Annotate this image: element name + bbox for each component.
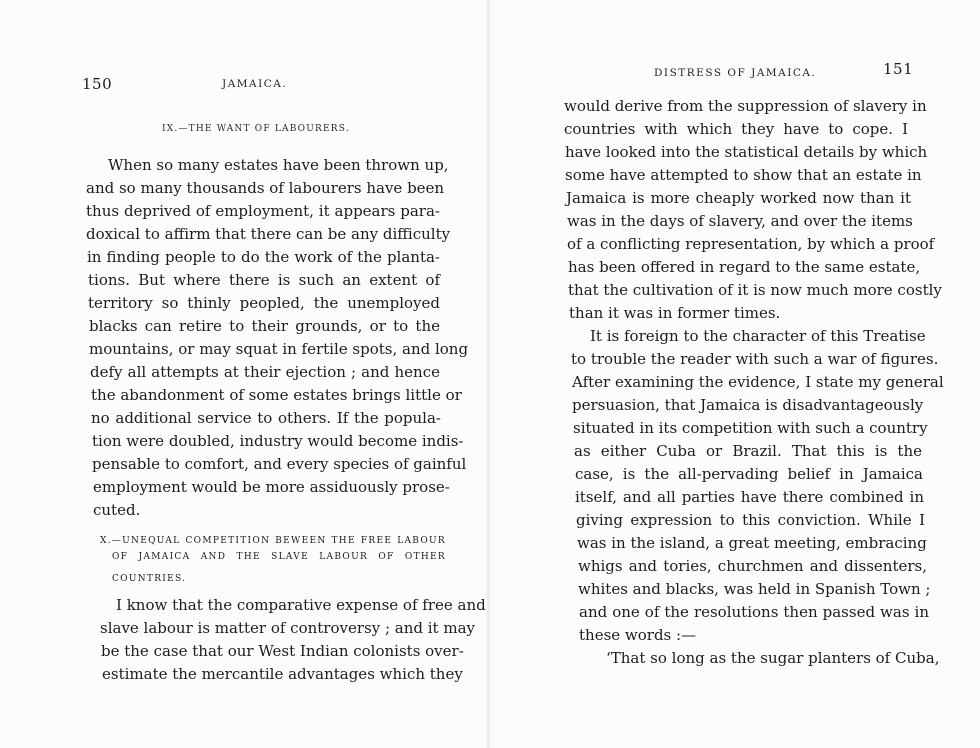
text-line: was in the island, a great meeting, embracing [577, 534, 927, 552]
text-line: mountains, or may squat in fertile spots, and long [89, 340, 469, 358]
running-head: DISTRESS OF JAMAICA. [654, 67, 817, 79]
text-line: whites and blacks, was held in Spanish Town ; [578, 580, 931, 598]
text-line: Jamaica is more cheaply worked now than it [566, 189, 911, 207]
text-line: no additional service to others. If the popula- [91, 409, 441, 427]
text-line: When so many estates have been thrown up, [108, 156, 449, 174]
text-line: that the cultivation of it is now much more costly [568, 281, 942, 299]
text-line: territory so thinly peopled, the unemployed [88, 294, 440, 312]
text-line: giving expression to this conviction. While I [576, 511, 925, 529]
text-line: It is foreign to the character of this Treatise [590, 327, 926, 345]
text-line: countries with which they have to cope. I [564, 120, 908, 138]
text-line: tion were doubled, industry would become indis- [92, 432, 464, 450]
text-line: After examining the evidence, I state my general [572, 373, 944, 391]
text-line: and one of the resolutions then passed was in [579, 603, 929, 621]
text-line: cuted. [93, 501, 141, 519]
section-heading-x-line: COUNTRIES. [112, 574, 187, 584]
text-line: to trouble the reader with such a war of figures. [571, 350, 939, 368]
section-heading-x-line: X.—UNEQUAL COMPETITION BEWEEN THE FREE LABOUR [100, 536, 446, 546]
text-line: than it was in former times. [569, 304, 781, 322]
text-line: pensable to comfort, and every species of gainful [92, 455, 467, 473]
text-line: as either Cuba or Brazil. That this is the [574, 442, 922, 460]
text-line: doxical to affirm that there can be any difficulty [86, 225, 451, 243]
text-line: I know that the comparative expense of free and [116, 596, 486, 614]
text-line: tions. But where there is such an extent of [88, 271, 440, 289]
text-line: has been offered in regard to the same estate, [568, 258, 921, 276]
text-line: in finding people to do the work of the planta- [87, 248, 440, 266]
text-line: thus deprived of employment, it appears para- [86, 202, 440, 220]
text-line: would derive from the suppression of slavery in [564, 97, 927, 115]
section-heading-x-line: OF JAMAICA AND THE SLAVE LABOUR OF OTHER [112, 552, 446, 562]
text-line: some have attempted to show that an estate in [565, 166, 922, 184]
text-line: defy all attempts at their ejection ; and hence [90, 363, 440, 381]
text-line: these words :— [579, 626, 697, 644]
running-head: JAMAICA. [222, 78, 288, 90]
text-line: of a conflicting representation, by which a proof [567, 235, 935, 253]
text-line: situated in its competition with such a country [573, 419, 928, 437]
text-line: estimate the mercantile advantages which they [102, 665, 463, 683]
text-line: and so many thousands of labourers have been [86, 179, 445, 197]
text-line: whigs and tories, churchmen and dissenters, [578, 557, 927, 575]
page-number: 150 [82, 75, 113, 93]
text-line: itself, and all parties have there combined in [575, 488, 924, 506]
text-line: employment would be more assiduously prose- [93, 478, 450, 496]
section-heading-ix: IX.—THE WANT OF LABOURERS. [162, 124, 350, 134]
right-page [490, 0, 980, 748]
text-line: case, is the all-pervading belief in Jamaica [575, 465, 923, 483]
text-line: the abandonment of some estates brings little or [91, 386, 462, 404]
text-line: slave labour is matter of controversy ; and it may [100, 619, 475, 637]
quote-line: ‘That so long as the sugar planters of Cuba, [606, 649, 940, 667]
text-line: be the case that our West Indian colonists over- [101, 642, 464, 660]
text-line: have looked into the statistical details by which [565, 143, 928, 161]
page-number: 151 [883, 60, 914, 78]
text-line: blacks can retire to their grounds, or to the [89, 317, 440, 335]
text-line: persuasion, that Jamaica is disadvantageously [572, 396, 924, 414]
text-line: was in the days of slavery, and over the items [567, 212, 913, 230]
